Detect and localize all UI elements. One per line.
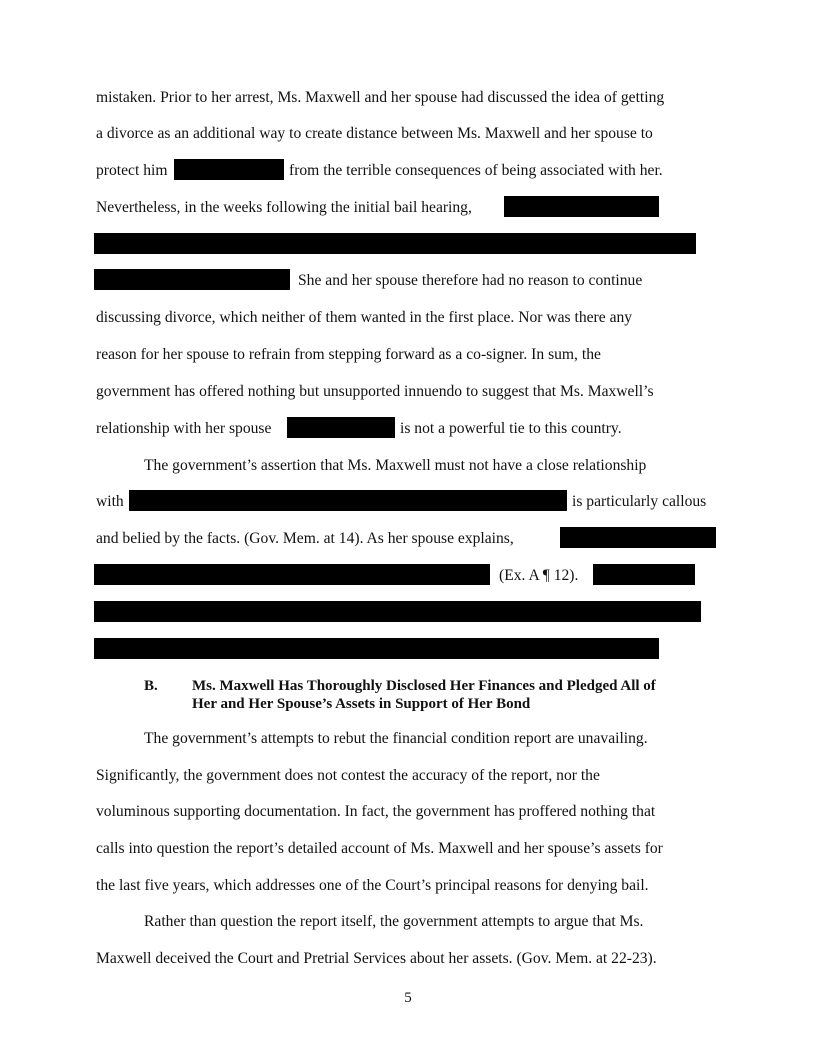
redaction-box xyxy=(94,601,701,622)
section-title-line-1: Ms. Maxwell Has Thoroughly Disclosed Her Finances and Pledged All of xyxy=(192,678,656,694)
body-line: Significantly, the government does not contest the accuracy of the report, nor the xyxy=(96,767,600,784)
body-line: calls into question the report’s detailed account of Ms. Maxwell and her spouse’s assets for xyxy=(96,840,663,857)
body-line: The government’s attempts to rebut the financial condition report are unavailing. xyxy=(144,730,648,747)
redaction-box xyxy=(94,638,659,659)
body-line: the last five years, which addresses one of the Court’s principal reasons for denying bail. xyxy=(96,877,649,894)
body-line: The government’s assertion that Ms. Maxwell must not have a close relationship xyxy=(144,457,647,474)
redaction-box xyxy=(94,269,290,290)
redaction-box xyxy=(504,196,659,217)
body-line: Maxwell deceived the Court and Pretrial Services about her assets. (Gov. Mem. at 22-23). xyxy=(96,950,657,967)
body-line: is not a powerful tie to this country. xyxy=(400,420,622,437)
body-line: She and her spouse therefore had no reason to continue xyxy=(298,272,643,289)
body-line: mistaken. Prior to her arrest, Ms. Maxwell and her spouse had discussed the idea of getting xyxy=(96,89,665,106)
body-line: is particularly callous xyxy=(572,493,707,510)
redaction-box xyxy=(94,233,696,254)
body-line: voluminous supporting documentation. In fact, the government has proffered nothing that xyxy=(96,803,656,820)
redaction-box xyxy=(560,527,716,548)
body-line: relationship with her spouse xyxy=(96,420,272,437)
body-line: discussing divorce, which neither of them wanted in the first place. Nor was there any xyxy=(96,309,633,326)
body-line: protect him xyxy=(96,162,168,179)
redaction-box xyxy=(94,564,490,585)
body-line: and belied by the facts. (Gov. Mem. at 14). As her spouse explains, xyxy=(96,530,514,547)
body-line: with xyxy=(96,493,124,510)
body-line: Rather than question the report itself, the government attempts to argue that Ms. xyxy=(144,913,644,930)
redaction-box xyxy=(129,490,567,511)
body-line: from the terrible consequences of being associated with her. xyxy=(289,162,663,179)
body-line: reason for her spouse to refrain from stepping forward as a co-signer. In sum, the xyxy=(96,346,601,363)
body-line: Nevertheless, in the weeks following the initial bail hearing, xyxy=(96,199,472,216)
section-letter: B. xyxy=(144,678,158,694)
section-title-line-2: Her and Her Spouse’s Assets in Support of Her Bond xyxy=(192,696,531,712)
body-line: (Ex. A ¶ 12). xyxy=(499,567,579,584)
redaction-box xyxy=(593,564,695,585)
body-line: government has offered nothing but unsupported innuendo to suggest that Ms. Maxwell’s xyxy=(96,383,654,400)
page-number: 5 xyxy=(404,990,412,1006)
redaction-box xyxy=(287,417,395,438)
redaction-box xyxy=(174,159,284,180)
body-line: a divorce as an additional way to create distance between Ms. Maxwell and her spouse to xyxy=(96,125,653,142)
